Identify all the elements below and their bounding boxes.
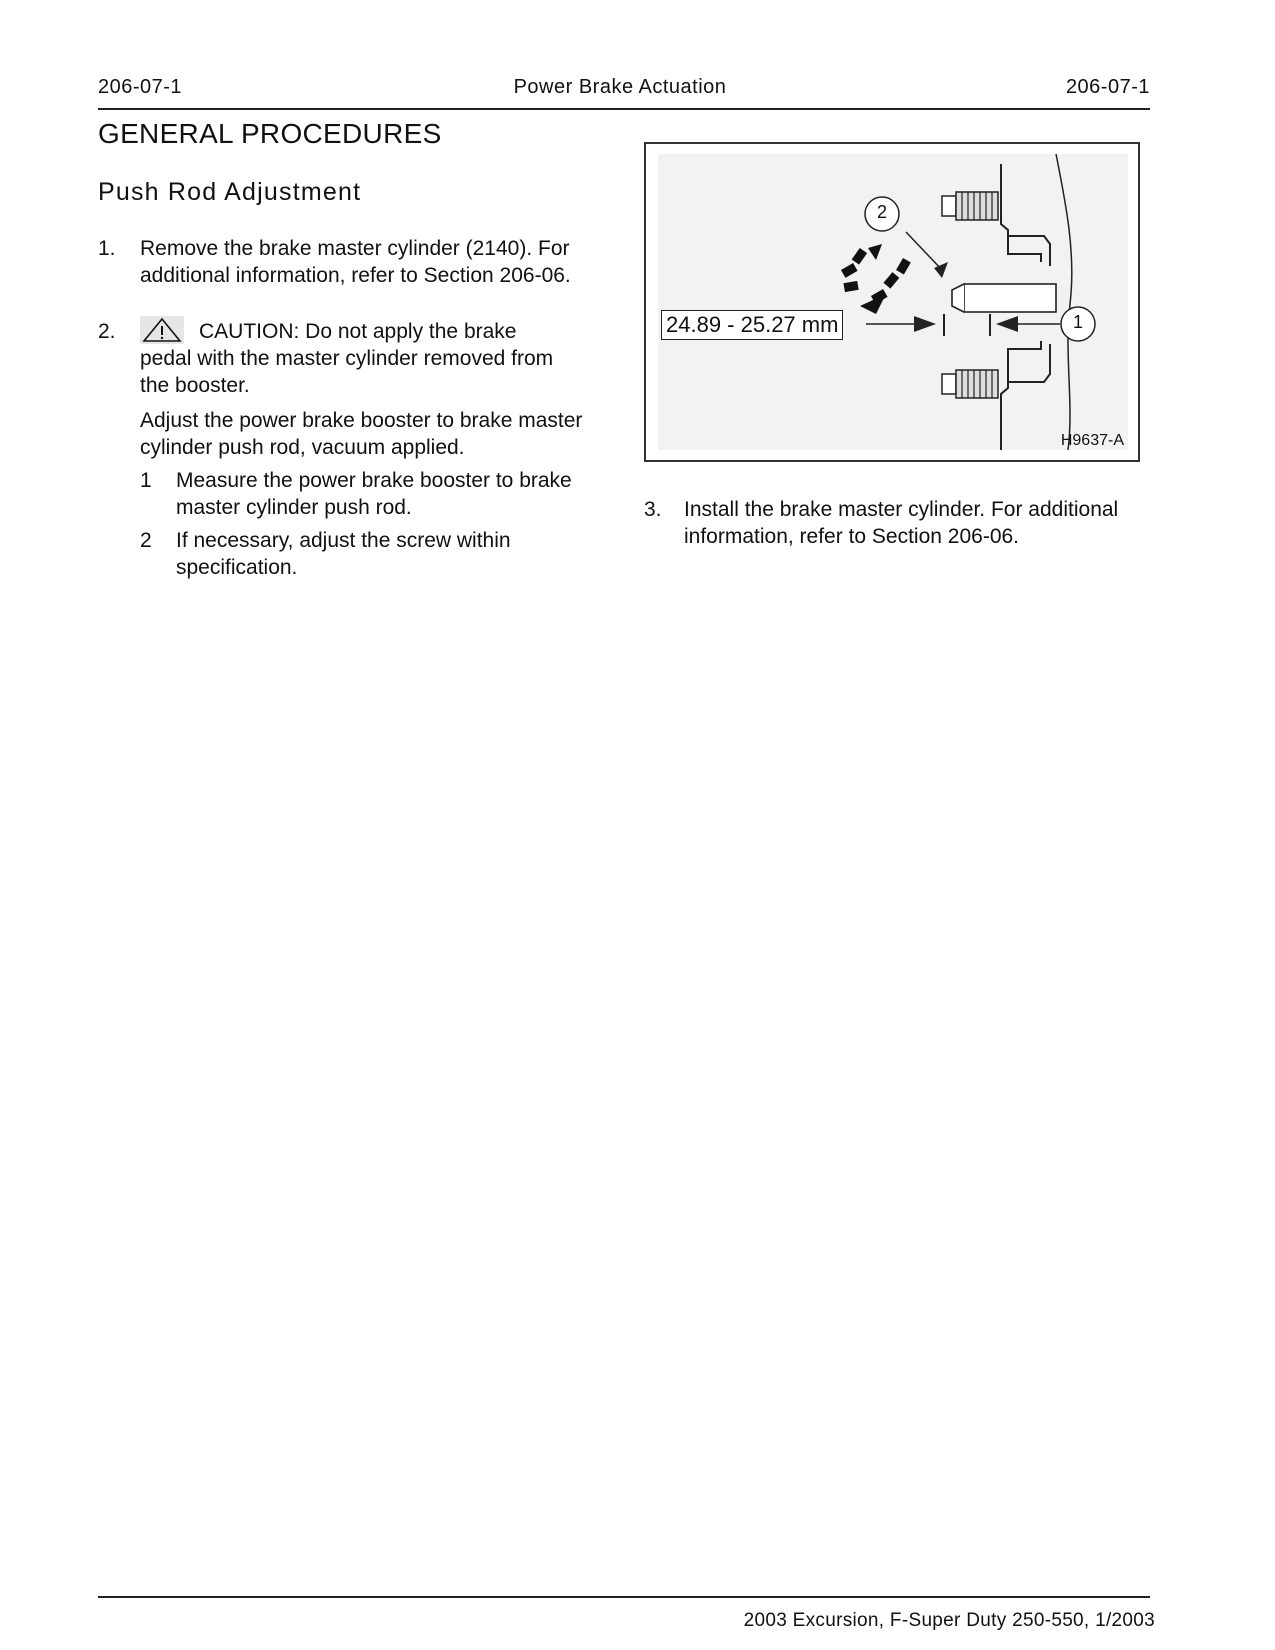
push-rod-figure xyxy=(644,142,1140,462)
step-1-text xyxy=(140,235,610,289)
substep-2-number: 2 xyxy=(140,529,152,552)
header-right-code: 206-07-1 xyxy=(1065,76,1150,98)
figure-id: H9637-A xyxy=(1060,432,1124,449)
caution-icon xyxy=(140,316,184,344)
step-1-line-2: additional information, refer to Section 206-06. xyxy=(140,264,571,287)
section-title: GENERAL PROCEDURES xyxy=(98,118,442,149)
header-rule xyxy=(98,108,1150,110)
header-left-code: 206-07-1 xyxy=(98,76,183,98)
caution-line-2: pedal with the master cylinder removed from xyxy=(140,347,554,370)
push-rod-illustration xyxy=(646,144,1138,460)
substep-2-text xyxy=(176,527,616,581)
step-1-number: 1. xyxy=(98,237,116,260)
substep-1-line-1: Measure the power brake booster to brake xyxy=(176,469,572,492)
substep-2-line-2: specification. xyxy=(176,556,298,579)
step-3-line-1: Install the brake master cylinder. For additional xyxy=(684,498,1119,521)
subsection-title: Push Rod Adjustment xyxy=(98,178,362,206)
step-3-number: 3. xyxy=(644,498,662,521)
step-2-body-line-2: cylinder push rod, vacuum applied. xyxy=(140,436,465,459)
substep-2-line-1: If necessary, adjust the screw within xyxy=(176,529,511,552)
step-2-body-line-1: Adjust the power brake booster to brake master xyxy=(140,409,583,432)
substep-1-line-2: master cylinder push rod. xyxy=(176,496,412,519)
step-2-body xyxy=(140,407,620,461)
footer-rule xyxy=(98,1596,1150,1598)
callout-2-label: 2 xyxy=(876,202,887,222)
dimension-label: 24.89 - 25.27 mm xyxy=(661,310,843,340)
step-3-text xyxy=(684,496,1154,550)
substep-1-text xyxy=(176,467,616,521)
step-1-line-1: Remove the brake master cylinder (2140). For xyxy=(140,237,570,260)
callout-1-label: 1 xyxy=(1072,312,1083,332)
caution-line-1: CAUTION: Do not apply the brake xyxy=(199,320,517,343)
footer-text: 2003 Excursion, F-Super Duty 250-550, 1/2003 xyxy=(743,1610,1155,1631)
step-3-line-2: information, refer to Section 206-06. xyxy=(684,525,1020,548)
substep-1-number: 1 xyxy=(140,469,152,492)
caution-line-3: the booster. xyxy=(140,374,250,397)
header-title: Power Brake Actuation xyxy=(513,76,727,98)
step-2-number: 2. xyxy=(98,320,116,343)
